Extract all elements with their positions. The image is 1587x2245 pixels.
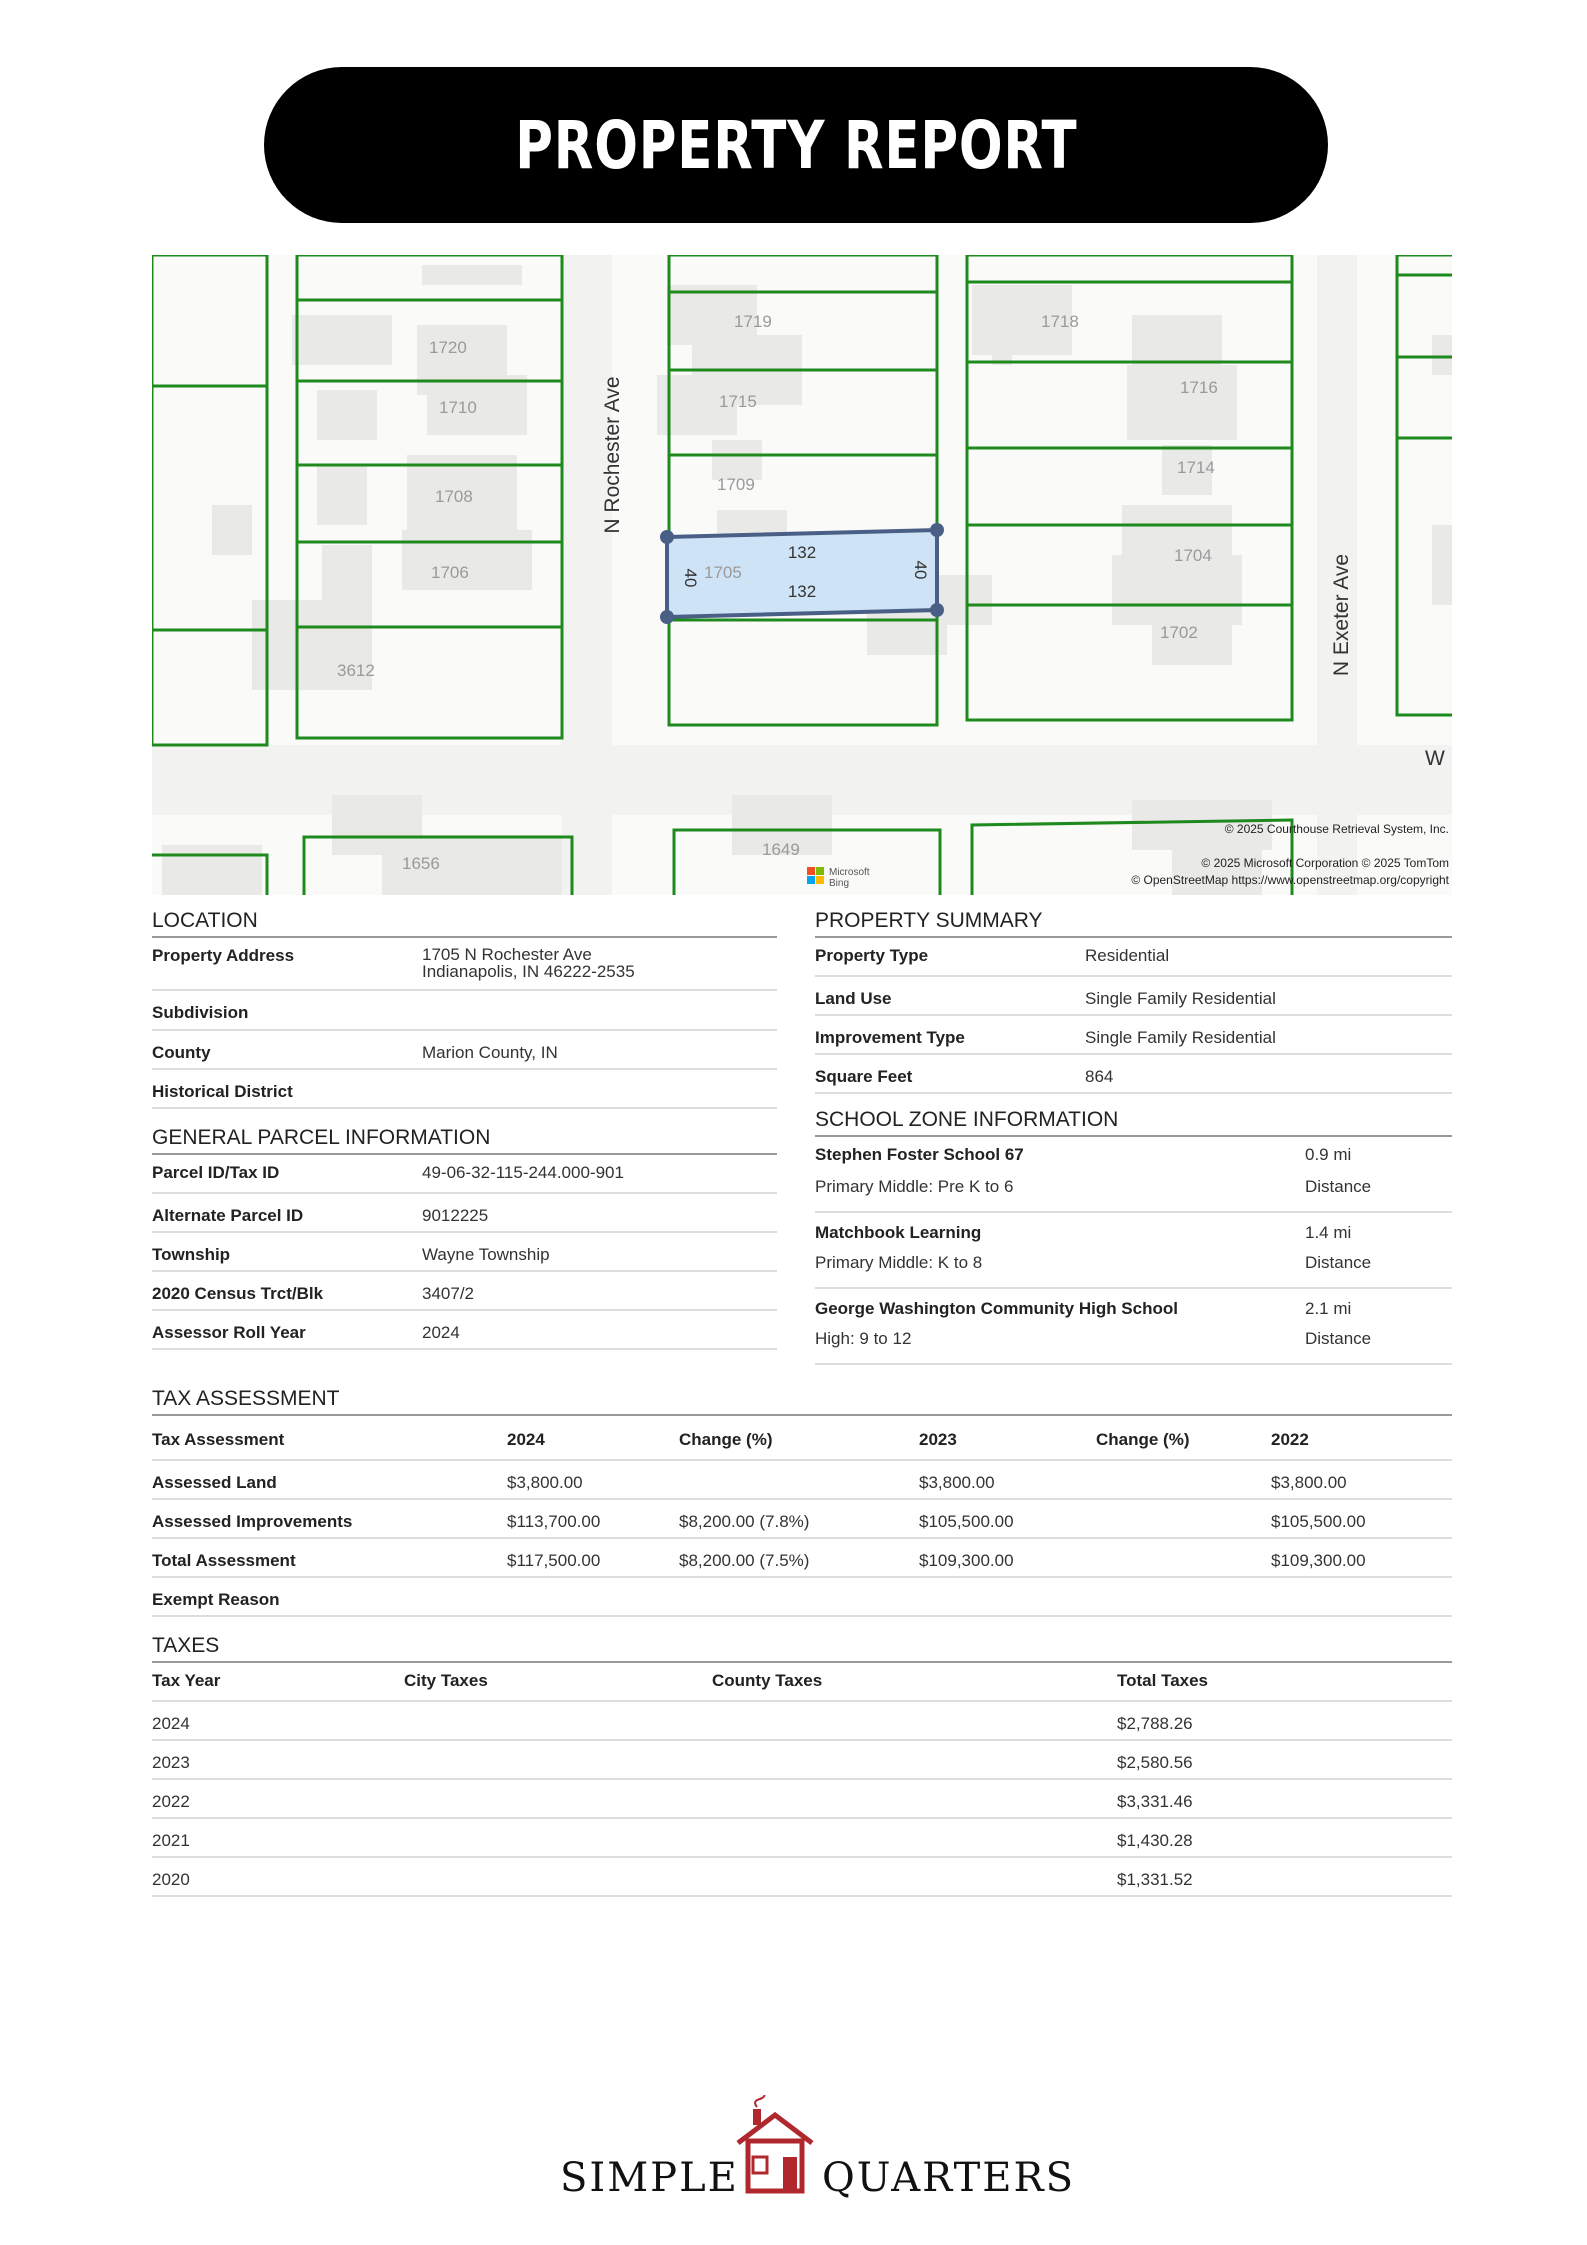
location-title: LOCATION bbox=[152, 909, 777, 938]
taxes-row: 2023 $2,580.56 bbox=[152, 1741, 1452, 1780]
svg-text:1704: 1704 bbox=[1174, 546, 1212, 565]
house-icon bbox=[720, 2095, 830, 2205]
svg-text:1708: 1708 bbox=[435, 487, 473, 506]
dim-left: 40 bbox=[681, 568, 700, 588]
location-row-address: Property Address 1705 N Rochester Ave Indianapolis, IN 46222-2535 bbox=[152, 938, 777, 991]
taxes-row: 2022 $3,331.46 bbox=[152, 1780, 1452, 1819]
svg-text:1649: 1649 bbox=[762, 840, 800, 859]
svg-text:© OpenStreetMap https://www.op: © OpenStreetMap https://www.openstreetmap.org/copyright bbox=[1131, 873, 1449, 887]
parcel-title: GENERAL PARCEL INFORMATION bbox=[152, 1126, 777, 1155]
street-w: W bbox=[1425, 747, 1445, 770]
summary-row: Improvement Type Single Family Residential bbox=[815, 1016, 1452, 1055]
address-line-1: 1705 N Rochester Ave bbox=[422, 945, 592, 964]
tax-assessment-row: Assessed Land $3,800.00 $3,800.00 $3,800.00 bbox=[152, 1461, 1452, 1500]
parcel-row: Alternate Parcel ID 9012225 bbox=[152, 1194, 777, 1233]
street-exeter: N Exeter Ave bbox=[1330, 553, 1353, 677]
summary-title: PROPERTY SUMMARY bbox=[815, 909, 1452, 938]
svg-text:1718: 1718 bbox=[1041, 312, 1079, 331]
tax-assessment-row: Total Assessment $117,500.00 $8,200.00 (7.5%) $109,300.00 $109,300.00 bbox=[152, 1539, 1452, 1578]
location-row-historical: Historical District bbox=[152, 1070, 777, 1109]
school-title: SCHOOL ZONE INFORMATION bbox=[815, 1108, 1452, 1137]
parcel-row: Township Wayne Township bbox=[152, 1233, 777, 1272]
svg-text:1709: 1709 bbox=[717, 475, 755, 494]
tax-assessment-row: Assessed Improvements $113,700.00 $8,200.00 (7.8%) $105,500.00 $105,500.00 bbox=[152, 1500, 1452, 1539]
taxes-title: TAXES bbox=[152, 1634, 1452, 1663]
tax-assessment-title: TAX ASSESSMENT bbox=[152, 1387, 1452, 1416]
taxes-row: 2020 $1,331.52 bbox=[152, 1858, 1452, 1897]
svg-text:Microsoft: Microsoft bbox=[829, 867, 870, 878]
svg-text:1716: 1716 bbox=[1180, 378, 1218, 397]
summary-row: Square Feet 864 bbox=[815, 1055, 1452, 1094]
logo-text-quarters: QUARTERS bbox=[822, 2155, 1075, 2201]
location-row-subdivision: Subdivision bbox=[152, 991, 777, 1031]
location-section bbox=[152, 909, 777, 1109]
tax-assessment-row: Exempt Reason bbox=[152, 1578, 1452, 1617]
svg-text:1702: 1702 bbox=[1160, 623, 1198, 642]
school-name-row: Matchbook Learning 1.4 mi bbox=[815, 1223, 1352, 1242]
svg-text:1656: 1656 bbox=[402, 854, 440, 873]
summary-section bbox=[815, 909, 1452, 1094]
parcel-map[interactable] bbox=[152, 255, 1452, 895]
logo-text-simple: SIMPLE bbox=[560, 2155, 739, 2201]
school-level-row: Primary Middle: Pre K to 6 Distance bbox=[815, 1173, 1452, 1213]
school-name-row: Stephen Foster School 67 0.9 mi bbox=[815, 1145, 1352, 1164]
school-level-row: High: 9 to 12 Distance bbox=[815, 1325, 1452, 1365]
school-name-row: George Washington Community High School 2.1 mi bbox=[815, 1299, 1352, 1318]
parcel-section bbox=[152, 1126, 777, 1350]
tax-assessment-header: Tax Assessment 2024 Change (%) 2023 Change (%) 2022 bbox=[152, 1416, 1452, 1461]
tax-assessment-section bbox=[152, 1387, 1452, 1617]
dim-right: 40 bbox=[911, 560, 930, 580]
svg-text:Bing: Bing bbox=[829, 878, 850, 889]
page-title: PROPERTY REPORT bbox=[514, 106, 1078, 184]
taxes-header: Tax Year City Taxes County Taxes Total Taxes bbox=[152, 1663, 1452, 1702]
school-section bbox=[815, 1108, 1452, 1365]
svg-text:1706: 1706 bbox=[431, 563, 469, 582]
title-banner bbox=[264, 67, 1328, 223]
dim-bottom: 132 bbox=[787, 582, 817, 601]
address-line-2: Indianapolis, IN 46222-2535 bbox=[422, 962, 635, 981]
svg-text:1720: 1720 bbox=[429, 338, 467, 357]
summary-row: Property Type Residential bbox=[815, 938, 1452, 977]
svg-text:3612: 3612 bbox=[337, 661, 375, 680]
summary-row: Land Use Single Family Residential bbox=[815, 977, 1452, 1016]
taxes-section bbox=[152, 1634, 1452, 1897]
simple-quarters-logo bbox=[560, 2095, 1075, 2205]
svg-text:1705: 1705 bbox=[704, 563, 742, 582]
parcel-row: 2020 Census Trct/Blk 3407/2 bbox=[152, 1272, 777, 1311]
taxes-row: 2024 $2,788.26 bbox=[152, 1702, 1452, 1741]
street-rochester: N Rochester Ave bbox=[601, 376, 624, 534]
taxes-row: 2021 $1,430.28 bbox=[152, 1819, 1452, 1858]
map-canvas bbox=[152, 255, 1452, 895]
school-level-row: Primary Middle: K to 8 Distance bbox=[815, 1249, 1452, 1289]
dim-top: 132 bbox=[787, 543, 817, 562]
parcel-row: Assessor Roll Year 2024 bbox=[152, 1311, 777, 1350]
svg-text:1715: 1715 bbox=[719, 392, 757, 411]
svg-text:© 2025 Courthouse Retrieval Sy: © 2025 Courthouse Retrieval System, Inc. bbox=[1224, 822, 1449, 836]
svg-text:© 2025 Microsoft Corporation ©: © 2025 Microsoft Corporation © 2025 TomTom bbox=[1201, 856, 1449, 870]
svg-text:1719: 1719 bbox=[734, 312, 772, 331]
parcel-row: Parcel ID/Tax ID 49-06-32-115-244.000-901 bbox=[152, 1155, 777, 1194]
location-row-county: County Marion County, IN bbox=[152, 1031, 777, 1070]
svg-text:1714: 1714 bbox=[1177, 458, 1215, 477]
svg-text:1710: 1710 bbox=[439, 398, 477, 417]
